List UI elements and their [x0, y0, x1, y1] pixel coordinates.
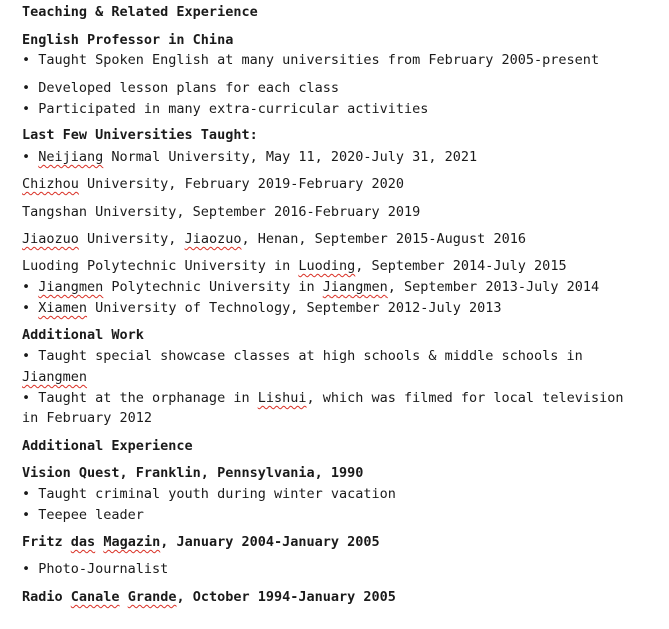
university-name: Xiamen: [38, 300, 88, 316]
city-name: Lishui: [257, 390, 307, 406]
bullet-marker: •: [22, 279, 39, 295]
section-heading-additional-work: Additional Work: [22, 327, 144, 343]
fritz-text: das: [70, 534, 96, 550]
work-bullet-1-line-1: • Taught special showcase classes at high schools & middle schools in: [22, 348, 583, 364]
university-line-1: [22, 148, 477, 166]
bullet-marker: •: [22, 149, 39, 165]
university-line-4: [22, 230, 526, 248]
section-heading-teaching: Teaching & Related Experience: [22, 4, 258, 20]
university-details: , Henan, September 2015-August 2016: [241, 231, 526, 247]
radio-text: [120, 589, 128, 605]
radio-dates: , October 1994-January 2005: [176, 589, 396, 605]
bullet-marker: •: [22, 300, 39, 316]
vision-quest-title: Vision Quest, Franklin, Pennsylvania, 1990: [22, 465, 364, 481]
radio-text: Grande: [127, 589, 177, 605]
city-name: Jiaozuo: [184, 231, 242, 247]
fritz-dates: , January 2004-January 2005: [160, 534, 380, 550]
work-text: • Taught at the orphanage in: [22, 390, 258, 406]
fritz-text: Fritz: [22, 534, 71, 550]
radio-text: Radio: [22, 589, 71, 605]
university-text: Polytechnic University in: [103, 279, 323, 295]
work-bullet-2-line-1: [22, 389, 623, 407]
university-line-5: [22, 257, 567, 275]
fritz-text: Magazin: [103, 534, 161, 550]
university-line-3: Tangshan University, September 2016-February 2019: [22, 204, 421, 220]
city-name: Jiangmen: [322, 279, 388, 295]
university-line-2: [22, 175, 404, 193]
city-name: Luoding: [298, 258, 356, 274]
university-name: Jiaozuo: [22, 231, 79, 247]
section-heading-additional-experience: Additional Experience: [22, 438, 193, 454]
job-bullet-2: • Developed lesson plans for each class: [22, 80, 339, 96]
work-text: , which was filmed for local television: [306, 390, 624, 406]
job-title: English Professor in China: [22, 32, 234, 48]
university-name: Neijiang: [38, 149, 104, 165]
work-bullet-2-line-2: in February 2012: [22, 410, 153, 426]
city-name: Jiangmen: [22, 369, 88, 385]
university-details: , September 2013-July 2014: [387, 279, 600, 295]
fritz-title: [22, 533, 380, 551]
university-details: University, February 2019-February 2020: [78, 176, 405, 192]
university-details: , September 2014-July 2015: [355, 258, 567, 274]
radio-text: Canale: [70, 589, 120, 605]
vision-quest-bullet-1: • Taught criminal youth during winter vacation: [22, 486, 396, 502]
university-line-6: [22, 278, 599, 296]
university-text: University,: [78, 231, 185, 247]
work-bullet-1-line-2: [22, 368, 87, 386]
job-bullet-3: • Participated in many extra-curricular activities: [22, 101, 429, 117]
universities-heading: Last Few Universities Taught:: [22, 127, 258, 143]
job-bullet-1: • Taught Spoken English at many universities from February 2005-present: [22, 52, 600, 68]
university-name: Chizhou: [22, 176, 79, 192]
radio-title: [22, 588, 396, 606]
university-line-7: [22, 299, 502, 317]
vision-quest-bullet-2: • Teepee leader: [22, 507, 144, 523]
university-text: Luoding Polytechnic University in: [22, 258, 299, 274]
university-name: Jiangmen: [38, 279, 104, 295]
university-details: Normal University, May 11, 2020-July 31, 2021: [103, 149, 478, 165]
university-details: University of Technology, September 2012-July 2013: [87, 300, 502, 316]
fritz-bullet: • Photo-Journalist: [22, 561, 169, 577]
